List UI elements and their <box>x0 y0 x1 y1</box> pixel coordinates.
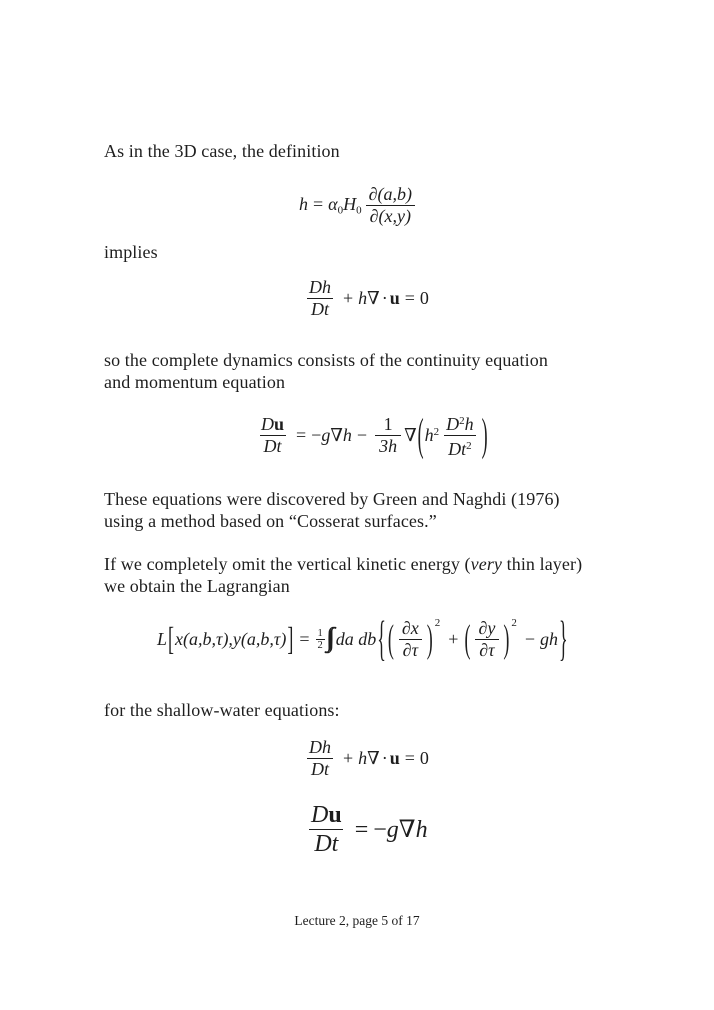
paragraph-lagrangian-intro-line2: we obtain the Lagrangian <box>104 576 290 596</box>
paragraph-intro <box>104 140 340 162</box>
h-squared-term: $h^2$ <box>424 425 440 446</box>
paragraph-dynamics <box>104 349 548 393</box>
fraction-numerator: Dh <box>309 737 331 757</box>
dot-operator: · <box>381 748 388 768</box>
fraction-denominator: ∂τ <box>475 639 498 661</box>
equation-sw-continuity <box>302 737 429 780</box>
paragraph-green-naghdi-line2: using a method based on “Cosserat surfaces.” <box>104 511 437 531</box>
dot-operator: · <box>381 288 388 308</box>
nabla-symbol: ∇ <box>404 425 417 446</box>
dy-dtau-fraction <box>474 618 499 661</box>
left-paren: ( <box>387 616 394 661</box>
equation-rhs: = −g∇h <box>354 817 428 843</box>
fraction-numerator: Du <box>311 802 342 828</box>
paragraph-green-naghdi <box>104 488 560 532</box>
fraction-numerator: ∂x <box>401 618 419 638</box>
potential-term: − gh <box>524 629 558 649</box>
equation-sw-momentum <box>303 801 428 858</box>
equation-rhs: + h∇ · u = 0 <box>343 288 429 308</box>
page-footer: Lecture 2, page 5 of 17 <box>294 913 420 928</box>
equation-rhs: + h∇ · u = 0 <box>343 748 429 768</box>
integration-measure: da db <box>335 629 377 649</box>
right-brace: } <box>559 611 568 666</box>
velocity-vector: u <box>274 414 285 435</box>
paragraph-implies <box>104 241 158 263</box>
fraction-numerator: Dh <box>309 277 331 297</box>
fraction-denominator: Dt <box>309 829 343 858</box>
velocity-vector: u <box>389 748 400 768</box>
equation-lhs: h = α0H0 <box>299 194 362 217</box>
equation-height-definition <box>299 184 419 227</box>
equation-momentum-green-naghdi <box>254 408 489 460</box>
paragraph-dynamics-line2: and momentum equation <box>104 372 286 392</box>
fraction-denominator: ∂(x,y) <box>366 205 415 227</box>
equation-continuity <box>302 277 429 320</box>
velocity-vector: u <box>328 802 342 828</box>
paragraph-lagrangian-intro-line1: If we completely omit the vertical kinetic energy (very thin layer) <box>104 554 583 574</box>
nabla-symbol: ∇ <box>398 817 416 843</box>
paragraph-intro-text: As in the 3D case, the definition <box>104 141 340 161</box>
pressure-gradient-term: = −g∇h − <box>296 425 368 446</box>
nabla-symbol: ∇ <box>330 425 343 446</box>
exponent: 2 <box>434 616 441 629</box>
right-paren: ) <box>503 616 510 661</box>
right-paren: ) <box>481 408 488 460</box>
left-paren: ( <box>464 616 471 661</box>
paragraph-implies-text: implies <box>104 242 158 262</box>
dx-dtau-fraction <box>398 618 423 661</box>
lagrangian-symbol: L <box>157 629 168 649</box>
second-derivative-fraction <box>442 411 478 460</box>
fraction-numerator: $D^2h$ <box>446 414 474 435</box>
fraction-numerator: ∂y <box>478 618 496 638</box>
exponent: 2 <box>511 616 517 629</box>
material-derivative-fraction <box>305 737 335 780</box>
right-bracket: ] <box>287 620 294 657</box>
velocity-vector: u <box>389 288 400 308</box>
fraction-denominator: Dt$^2$ <box>444 435 476 460</box>
fraction-denominator: 3h <box>375 435 401 457</box>
right-paren: ) <box>426 616 433 661</box>
fraction-denominator: ∂τ <box>399 639 422 661</box>
emphasis-very: very <box>470 554 503 574</box>
material-derivative-fraction <box>257 414 288 457</box>
equation-lagrangian: L [ x(a,b,τ),y(a,b,τ) ] = $\frac{1}{2}$ da db { ( $\frac{\partial x}{\partial\tau}$ ) 2 + ( $\frac{\partial y}{\partial\tau}$ ) 2 − gh } <box>157 618 569 661</box>
fraction-denominator: Dt <box>307 298 333 320</box>
fraction-denominator: Dt <box>307 758 333 780</box>
fraction-denominator: Dt <box>260 435 286 457</box>
paragraph-dynamics-line1: so the complete dynamics consists of the continuity equation <box>104 350 548 370</box>
material-derivative-fraction <box>306 801 347 858</box>
nabla-symbol: ∇ <box>367 288 380 308</box>
left-paren: ( <box>417 408 424 460</box>
material-derivative-fraction <box>305 277 335 320</box>
one-half-fraction: $\frac{1}{2}$ <box>317 628 323 651</box>
paragraph-shallow-water <box>104 699 340 721</box>
paragraph-shallow-water-text: for the shallow-water equations: <box>104 700 340 720</box>
left-brace: { <box>377 611 386 666</box>
lagrangian-arguments: x(a,b,τ),y(a,b,τ) <box>175 629 287 649</box>
jacobian-fraction <box>365 184 416 227</box>
coefficient-fraction <box>375 414 401 457</box>
fraction-numerator: ∂(a,b) <box>368 184 412 204</box>
left-bracket: [ <box>168 620 175 657</box>
fraction-numerator: 1 <box>383 414 393 435</box>
paragraph-green-naghdi-line1: These equations were discovered by Green and Naghdi (1976) <box>104 489 560 509</box>
fraction-numerator: Du <box>261 414 285 435</box>
paragraph-lagrangian-intro <box>104 553 582 597</box>
nabla-symbol: ∇ <box>367 748 380 768</box>
